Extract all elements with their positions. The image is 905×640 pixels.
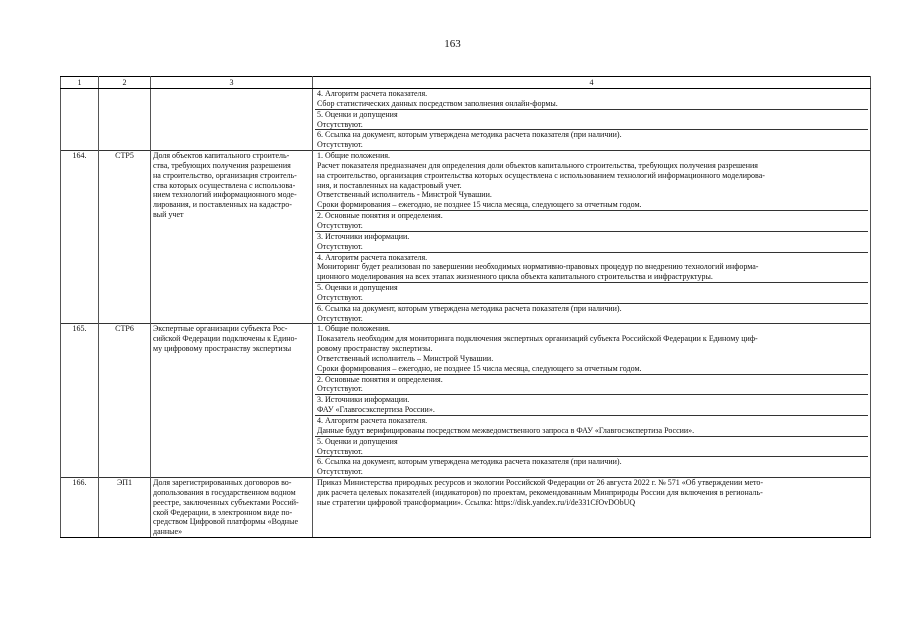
methodology-line: Мониторинг будет реализован по завершении необходимых нормативно-правовых процедур по внедрению технологий информа- [317,262,759,272]
methodology-section [315,282,868,303]
methodology-line: 3. Источники информации. [317,231,410,241]
methodology-line: Сбор статистических данных посредством заполнения онлайн-формы. [317,98,558,108]
methodology-line: 6. Ссылка на документ, которым утверждена методика расчета показателя (при наличии). [317,303,622,313]
row-number: 166. [61,478,99,538]
methodology-line: 5. Оценки и допущения [317,109,398,119]
indicator-name-line: на строительство, организация строитель- [153,170,297,180]
methodology-line: на строительство, организация строительства которых осуществлена с использованием технологий информационного моделирова- [317,170,765,180]
methodology-line: Расчет показателя предназначен для определения доли объектов капитального строительства, требующих получения разрешения [317,160,758,170]
methodology-section [315,231,868,252]
methodology-line: 4. Алгоритм расчета показателя. [317,416,428,425]
page-number: 163 [444,38,461,50]
methodology-cell [313,89,871,151]
column-number-3: 3 [151,77,313,89]
methodology-line: ния, и поставленных на кадастровый учет. [317,180,462,190]
row-number: 164. [61,151,99,324]
indicator-name-line: Доля объектов капитального строитель- [153,151,290,161]
indicator-code [99,89,151,151]
methodology-section [315,374,868,395]
methodology-line: Отсутствуют. [317,119,363,129]
methodology-line: ционного моделирования на всех этапах жизненного цикла объекта капитального строительства и инфраструктуры. [317,272,713,282]
indicator-code: СТР5 [99,151,151,324]
methodology-section [315,109,868,130]
methodology-section [315,129,868,150]
methodology-line: 6. Ссылка на документ, которым утверждена методика расчета показателя (при наличии). [317,457,622,467]
indicator-name-line: ства которых осуществлена с использова- [153,180,296,190]
methodology-line: 4. Алгоритм расчета показателя. [317,89,428,98]
methodology-cell [313,324,871,478]
methodology-line: 5. Оценки и допущения [317,436,398,446]
methodology-cell [313,151,871,324]
methodology-line: ные стратегии цифровой трансформации». Ссылка: https://disk.yandex.ru/i/de331CfOvDObUQ [317,497,636,507]
methodology-line: Отсутствуют. [317,384,363,394]
methodology-section [315,89,868,109]
methodology-line: Отсутствуют. [317,220,363,230]
indicator-name [151,478,313,538]
column-number-2: 2 [99,77,151,89]
methodology-section [315,456,868,477]
table-row [61,478,871,538]
indicator-name-line: Экспертные организации субъекта Рос- [153,324,288,334]
indicator-name-line: Доля зарегистрированных договоров во- [153,478,292,488]
indicator-name-line: реестре, заключенных субъектами Россий- [153,497,299,507]
indicator-name-line: допользования в государственном водном [153,487,296,497]
indicator-name-line: ства, требующих получения разрешения [153,160,291,170]
indicator-name-line: вый учет [153,210,184,220]
column-number-4: 4 [313,77,871,89]
methodology-line: Ответственный исполнитель – Минстрой Чувашии. [317,353,494,363]
methodology-section [315,436,868,457]
indicator-name-line: ской Федерации, в электронном виде по- [153,507,293,517]
row-number: 165. [61,324,99,478]
methodology-line: Отсутствуют. [317,140,363,150]
methodology-line: 6. Ссылка на документ, которым утверждена методика расчета показателя (при наличии). [317,130,622,140]
methodology-line: Отсутствуют. [317,313,363,323]
methodology-section [315,324,868,373]
column-number-1: 1 [61,77,99,89]
methodology-line: Ответственный исполнитель - Минстрой Чувашии. [317,190,492,200]
indicator-code: СТР6 [99,324,151,478]
methodology-line: 2. Основные понятия и определения. [317,374,443,384]
methodology-line: Показатель необходим для мониторинга подключения экспертных организаций субъекта Российской Федерации к Единому циф- [317,334,758,344]
indicator-name [151,324,313,478]
methodology-section [315,303,868,324]
row-number [61,89,99,151]
methodology-section [315,478,868,508]
methodology-section [315,151,868,210]
indicator-name-line: данные» [153,527,183,537]
methodology-line: 1. Общие положения. [317,324,391,334]
indicator-name-line: нием технологий информационного моде- [153,190,297,200]
table-row [61,324,871,478]
methodology-line: 4. Алгоритм расчета показателя. [317,252,428,262]
methodology-line: Данные будут верифицированы посредством межведомственного запроса в ФАУ «Главгосэкспертиза России». [317,425,695,435]
indicator-name [151,89,313,151]
methodology-section [315,252,868,283]
table-row [61,151,871,324]
table-row [61,89,871,151]
indicator-name-line: средством Цифровой платформы «Водные [153,517,298,527]
methodology-line: Приказ Министерства природных ресурсов и экологии Российской Федерации от 26 августа 2022 г. № 571 «Об утверждении мето- [317,478,764,488]
methodology-section [315,394,868,415]
methodology-line: ровому пространству экспертизы. [317,344,433,354]
methodology-section [315,210,868,231]
methodology-line: Отсутствуют. [317,446,363,456]
methodology-line: дик расчета целевых показателей (индикаторов) по проектам, рекомендованным Минприроды России для включения в региональ- [317,487,763,497]
methodology-line: Отсутствуют. [317,292,363,302]
methodology-line: 5. Оценки и допущения [317,283,398,293]
indicator-code: ЭП1 [99,478,151,538]
indicator-table [60,76,871,538]
methodology-line: Отсутствуют. [317,467,363,477]
methodology-line: 1. Общие положения. [317,151,391,161]
methodology-line: ФАУ «Главгосэкспертиза России». [317,405,435,415]
methodology-line: Сроки формирования – ежегодно, не позднее 15 числа месяца, следующего за отчетным годом. [317,363,642,373]
indicator-name-line: сийской Федерации подключены к Едино- [153,334,298,344]
table-header-row [61,77,871,89]
methodology-line: 2. Основные понятия и определения. [317,211,443,221]
indicator-name [151,151,313,324]
methodology-line: 3. Источники информации. [317,395,410,405]
indicator-name-line: лирования, и поставленных на кадастро- [153,200,292,210]
methodology-line: Отсутствуют. [317,241,363,251]
methodology-cell [313,478,871,538]
indicator-name-line: му цифровому пространству экспертизы [153,344,292,354]
methodology-section [315,415,868,436]
methodology-line: Сроки формирования – ежегодно, не позднее 15 числа месяца, следующего за отчетным годом. [317,200,642,210]
